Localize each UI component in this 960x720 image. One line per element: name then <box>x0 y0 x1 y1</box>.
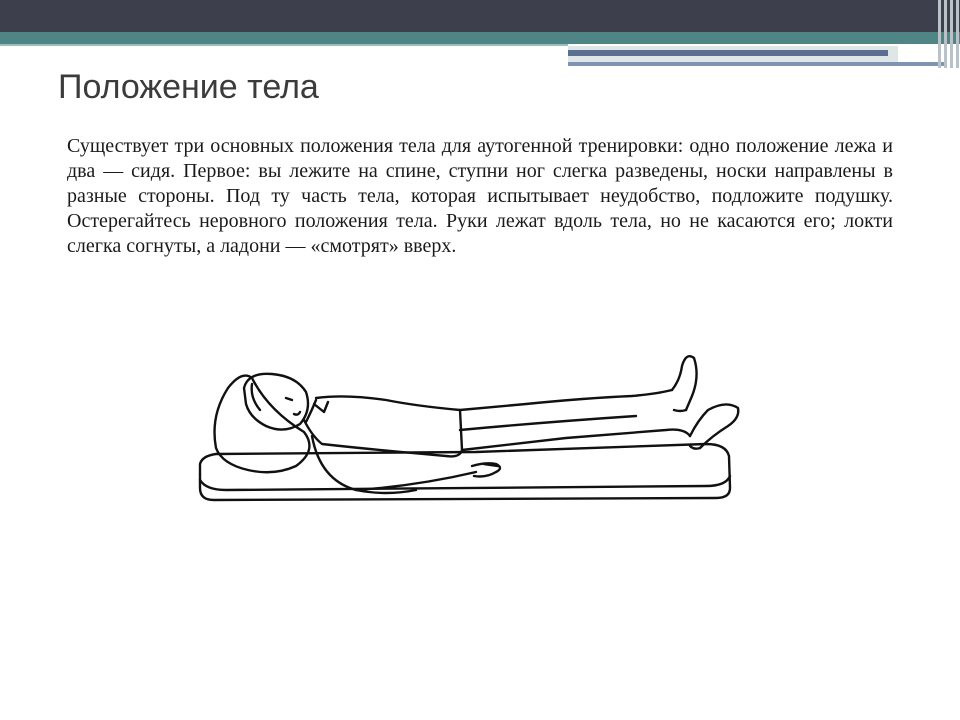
header-vertical-stripes <box>934 0 960 68</box>
header-band <box>0 0 960 32</box>
header-teal-underline <box>0 44 568 46</box>
person-lying-on-back-icon <box>186 340 746 520</box>
header-sub-bar-lower <box>568 62 946 66</box>
header-teal-line <box>0 32 960 44</box>
header-accent-bar <box>568 50 888 56</box>
slide-title: Положение тела <box>58 68 319 106</box>
slide-body-text: Существует три основных положения тела для аутогенной тренировки: одно положение лежа и два — сидя. Первое: вы лежите на спине, ступни ног слегка разведены, носки направлены в разные стороны. Под ту часть тела, которая испытывает неудобство, подложите подушку. Остерегайтесь неровного положения тела. Руки лежат вдоль тела, но не касаются его; локти слегка согнуты, а ладони — «смотрят» вверх. <box>67 135 893 257</box>
